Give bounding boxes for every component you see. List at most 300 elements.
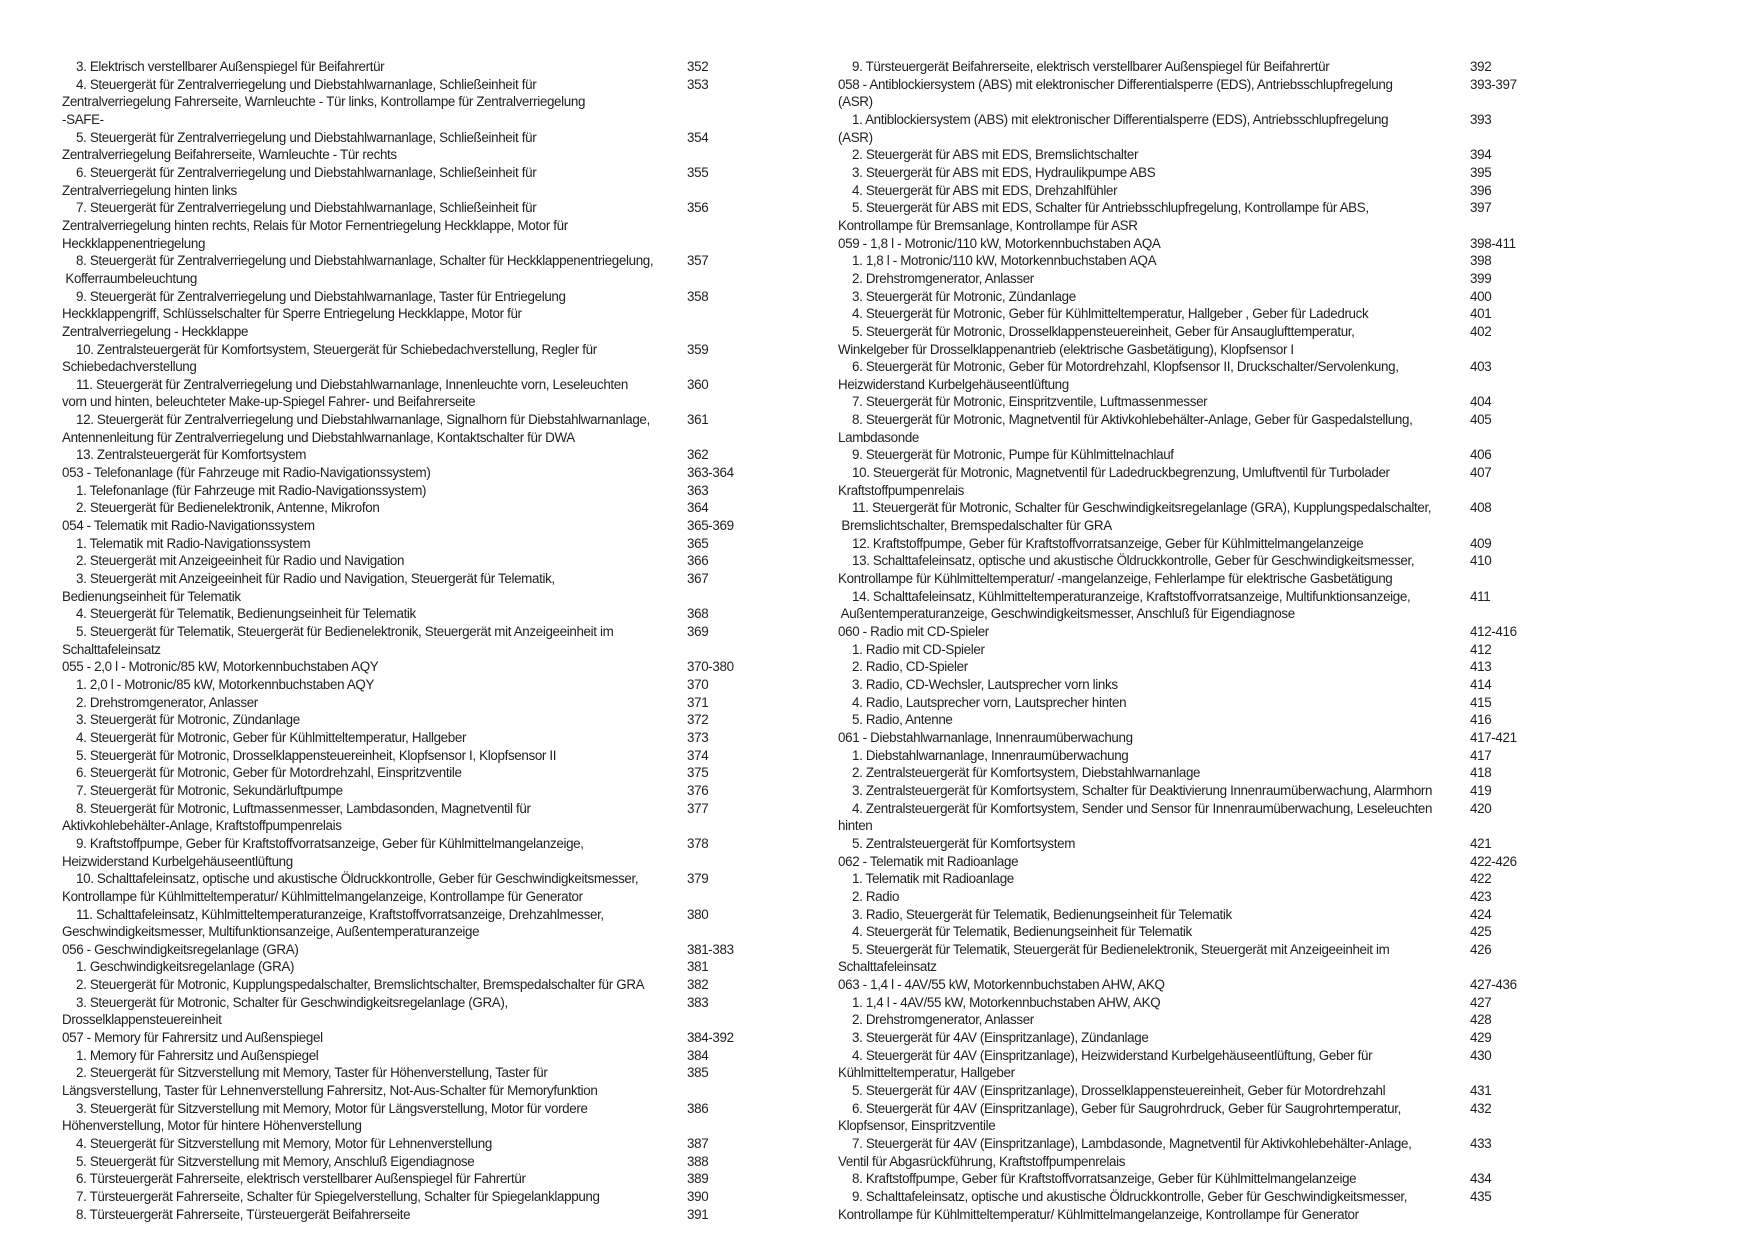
toc-entry-line: 9. Kraftstoffpumpe, Geber für Kraftstoffvorratsanzeige, Geber für Kühlmittelmangelanzeige,: [76, 835, 584, 851]
toc-entry-line: 062 - Telematik mit Radioanlage: [838, 853, 1019, 869]
toc-entry-page-number: 396: [1470, 182, 1492, 198]
toc-entry-page-number: 414: [1470, 676, 1492, 692]
toc-entry-text: [838, 235, 1470, 253]
toc-entry-line: Aktivkohlebehälter-Anlage, Kraftstoffpumpenrelais: [62, 818, 342, 834]
toc-entry-page-number: 409: [1470, 535, 1492, 551]
toc-entry-line: 057 - Memory für Fahrersitz und Außenspiegel: [62, 1030, 323, 1046]
toc-entry-line: 3. Steuergerät für ABS mit EDS, Hydraulikpumpe ABS: [852, 164, 1156, 180]
toc-entry-page-number: 417-421: [1470, 729, 1517, 745]
toc-entry-line: Höhenverstellung, Motor für hintere Höhenverstellung: [62, 1118, 362, 1134]
toc-item-entry: [62, 499, 759, 517]
toc-entry-page-number: 382: [687, 977, 709, 993]
toc-item-entry: [838, 694, 1542, 712]
toc-entry-line: 6. Steuergerät für Zentralverriegelung und Diebstahlwarnanlage, Schließeinheit für: [76, 164, 537, 180]
toc-item-entry: [838, 1082, 1542, 1100]
toc-entry-page-number: 393-397: [1470, 76, 1517, 92]
toc-entry-line: 5. Radio, Antenne: [852, 712, 953, 728]
toc-entry-line: Kontrollampe für Bremsanlage, Kontrollampe für ASR: [838, 217, 1138, 233]
toc-entry-page-number: 367: [687, 571, 709, 587]
toc-entry-text: [62, 958, 687, 976]
toc-entry-text: [62, 694, 687, 712]
toc-entry-line: 8. Steuergerät für Zentralverriegelung und Diebstahlwarnanlage, Schalter für Heckklappenentriegelung,: [76, 253, 654, 269]
toc-entry-text: [62, 252, 687, 287]
toc-item-entry: [838, 782, 1542, 800]
toc-item-entry: [62, 199, 759, 252]
toc-item-entry: [62, 288, 759, 341]
toc-entry-line: 055 - 2,0 l - Motronic/85 kW, Motorkennbuchstaben AQY: [62, 659, 379, 675]
toc-entry-text: [838, 182, 1470, 200]
toc-entry-line: 8. Kraftstoffpumpe, Geber für Kraftstoffvorratsanzeige, Geber für Kühlmittelmangelanzeige: [852, 1171, 1357, 1187]
toc-entry-text: [838, 588, 1470, 623]
toc-entry-line: Bremslichtschalter, Bremspedalschalter für GRA: [838, 518, 1112, 534]
toc-entry-page-number: 406: [1470, 447, 1492, 463]
toc-entry-page-number: 353: [687, 76, 709, 92]
toc-item-entry: [838, 1170, 1542, 1188]
toc-item-entry: [62, 1064, 759, 1099]
toc-entry-page-number: 369: [687, 624, 709, 639]
toc-entry-text: [62, 729, 687, 747]
toc-item-entry: [62, 552, 759, 570]
toc-entry-line: 053 - Telefonanlage (für Fahrzeuge mit Radio-Navigationssystem): [62, 465, 431, 481]
toc-section-entry: [62, 517, 759, 535]
toc-entry-line: Ventil für Abgasrückführung, Kraftstoffpumpenrelais: [838, 1153, 1126, 1169]
toc-entry-text: [62, 658, 687, 676]
toc-column-right: [838, 58, 1542, 1223]
toc-entry-line: 3. Steuergerät mit Anzeigeeinheit für Radio und Navigation, Steuergerät für Telematik,: [76, 571, 555, 587]
toc-entry-page-number: 430: [1470, 1047, 1492, 1063]
toc-entry-page-number: 395: [1470, 164, 1492, 180]
toc-entry-text: [838, 1011, 1470, 1029]
toc-entry-line: 3. Steuergerät für Motronic, Schalter für Geschwindigkeitsregelanlage (GRA),: [76, 994, 508, 1010]
toc-item-entry: [838, 323, 1542, 358]
toc-entry-page-number: 379: [687, 871, 709, 887]
toc-entry-line: 6. Steuergerät für Motronic, Geber für Motordrehzahl, Klopfsensor II, Druckschalter/Servolenkung,: [852, 359, 1399, 375]
toc-entry-text: [838, 1047, 1470, 1082]
toc-entry-text: [62, 199, 687, 252]
toc-entry-line: 10. Schalttafeleinsatz, optische und akustische Öldruckkontrolle, Geber für Geschwindigkeitsmesser,: [76, 871, 639, 887]
toc-entry-text: [838, 464, 1470, 499]
toc-entry-text: [62, 376, 687, 411]
toc-entry-page-number: 428: [1470, 1012, 1492, 1028]
toc-entry-text: [62, 800, 687, 835]
toc-entry-page-number: 433: [1470, 1136, 1492, 1152]
toc-entry-page-number: 385: [687, 1065, 709, 1081]
toc-entry-line: 9. Steuergerät für Motronic, Pumpe für Kühlmittelnachlauf: [852, 447, 1174, 463]
toc-entry-line: 10. Steuergerät für Motronic, Magnetventil für Ladedruckbegrenzung, Umluftventil für Turbolader: [852, 465, 1390, 481]
toc-entry-page-number: 352: [687, 59, 709, 74]
toc-entry-page-number: 419: [1470, 782, 1492, 798]
toc-item-entry: [62, 1188, 759, 1206]
toc-item-entry: [62, 994, 759, 1029]
toc-entry-text: [838, 252, 1470, 270]
toc-entry-line: 2. Steuergerät für Bedienelektronik, Antenne, Mikrofon: [76, 500, 380, 516]
toc-entry-text: [838, 305, 1470, 323]
toc-entry-line: 11. Schalttafeleinsatz, Kühlmitteltemperaturanzeige, Kraftstoffvorratsanzeige, Drehzahlmesser,: [76, 906, 604, 922]
toc-entry-line: 1. Antiblockiersystem (ABS) mit elektronischer Differentialsperre (EDS), Antriebsschlupfregelung: [852, 111, 1389, 127]
toc-entry-text: [838, 1170, 1470, 1188]
toc-entry-text: [838, 552, 1470, 587]
toc-item-entry: [62, 676, 759, 694]
toc-entry-line: Schiebedachverstellung: [62, 359, 197, 375]
toc-entry-line: 058 - Antiblockiersystem (ABS) mit elektronischer Differentialsperre (EDS), Antriebsschlupfregelung: [838, 76, 1393, 92]
toc-item-entry: [62, 976, 759, 994]
toc-entry-text: [838, 694, 1470, 712]
toc-item-entry: [838, 252, 1542, 270]
toc-entry-line: 5. Steuergerät für Telematik, Steuergerät für Bedienelektronik, Steuergerät mit Anzeigeeinheit im: [76, 624, 614, 639]
toc-item-entry: [62, 535, 759, 553]
toc-item-entry: [838, 111, 1542, 146]
toc-entry-page-number: 422: [1470, 871, 1492, 887]
toc-entry-line: 9. Türsteuergerät Beifahrerseite, elektrisch verstellbarer Außenspiegel für Beifahrertür: [852, 59, 1330, 74]
toc-entry-line: 1. Telematik mit Radioanlage: [852, 871, 1014, 887]
toc-item-entry: [838, 164, 1542, 182]
toc-item-entry: [62, 870, 759, 905]
toc-entry-text: [62, 994, 687, 1029]
toc-item-entry: [838, 711, 1542, 729]
toc-entry-text: [838, 835, 1470, 853]
toc-item-entry: [62, 1047, 759, 1065]
toc-item-entry: [62, 729, 759, 747]
toc-entry-line: 1. 2,0 l - Motronic/85 kW, Motorkennbuchstaben AQY: [76, 676, 375, 692]
toc-entry-page-number: 375: [687, 765, 709, 781]
toc-entry-line: 063 - 1,4 l - 4AV/55 kW, Motorkennbuchstaben AHW, AKQ: [838, 977, 1165, 993]
toc-entry-page-number: 421: [1470, 835, 1492, 851]
toc-entry-line: Schalttafeleinsatz: [62, 641, 161, 657]
toc-entry-text: [838, 923, 1470, 941]
toc-entry-page-number: 415: [1470, 694, 1492, 710]
toc-entry-text: [62, 1029, 687, 1047]
toc-entry-page-number: 401: [1470, 306, 1492, 322]
toc-item-entry: [838, 588, 1542, 623]
toc-entry-line: 3. Steuergerät für Motronic, Zündanlage: [852, 288, 1076, 304]
toc-entry-page-number: 397: [1470, 200, 1492, 216]
toc-entry-page-number: 357: [687, 253, 709, 269]
toc-item-entry: [838, 870, 1542, 888]
toc-entry-line: 7. Steuergerät für 4AV (Einspritzanlage), Lambdasonde, Magnetventil für Aktivkohlebehälter-Anlage,: [852, 1136, 1412, 1152]
toc-entry-line: 2. Drehstromgenerator, Anlasser: [76, 694, 258, 710]
toc-entry-line: 054 - Telematik mit Radio-Navigationssystem: [62, 518, 315, 534]
toc-entry-line: 14. Schalttafeleinsatz, Kühlmitteltemperaturanzeige, Kraftstoffvorratsanzeige, Multifunktionsanzeige,: [852, 588, 1411, 604]
toc-item-entry: [838, 1047, 1542, 1082]
toc-entry-text: [838, 146, 1470, 164]
toc-entry-text: [838, 1029, 1470, 1047]
toc-entry-line: 2. Steuergerät mit Anzeigeeinheit für Radio und Navigation: [76, 553, 405, 569]
toc-entry-page-number: 405: [1470, 412, 1492, 428]
toc-entry-page-number: 365: [687, 535, 709, 551]
toc-entry-text: [838, 711, 1470, 729]
toc-entry-page-number: 399: [1470, 270, 1492, 286]
toc-section-entry: [62, 464, 759, 482]
toc-entry-text: [838, 941, 1470, 976]
toc-entry-text: [62, 976, 687, 994]
toc-item-entry: [62, 694, 759, 712]
toc-entry-line: Zentralverriegelung - Heckklappe: [62, 323, 249, 339]
toc-entry-line: 5. Steuergerät für Motronic, Drosselklappensteuereinheit, Klopfsensor I, Klopfsensor II: [76, 747, 557, 763]
toc-entry-page-number: 378: [687, 835, 709, 851]
toc-entry-page-number: 413: [1470, 659, 1492, 675]
toc-entry-text: [62, 623, 687, 658]
toc-entry-page-number: 389: [687, 1171, 709, 1187]
toc-entry-line: 1. Telefonanlage (für Fahrzeuge mit Radio-Navigationssystem): [76, 482, 427, 498]
toc-entry-page-number: 383: [687, 994, 709, 1010]
toc-entry-text: [62, 711, 687, 729]
toc-entry-line: Bedienungseinheit für Telematik: [62, 588, 241, 604]
toc-entry-page-number: 370: [687, 676, 709, 692]
toc-entry-line: Kofferraumbeleuchtung: [62, 270, 197, 286]
toc-entry-page-number: 432: [1470, 1100, 1492, 1116]
toc-entry-line: Kraftstoffpumpenrelais: [838, 482, 965, 498]
toc-entry-line: 4. Steuergerät für Sitzverstellung mit Memory, Motor für Lehnenverstellung: [76, 1136, 492, 1152]
toc-item-entry: [62, 1170, 759, 1188]
toc-entry-text: [62, 129, 687, 164]
toc-entry-line: Kühlmitteltemperatur, Hallgeber: [838, 1065, 1015, 1081]
toc-entry-line: Lambdasonde: [838, 429, 920, 445]
toc-entry-line: Heizwiderstand Kurbelgehäuseentlüftung: [838, 376, 1069, 392]
toc-entry-text: [838, 199, 1470, 234]
toc-entry-page-number: 425: [1470, 924, 1492, 940]
toc-entry-line: 2. Steuergerät für ABS mit EDS, Bremslichtschalter: [852, 147, 1139, 163]
toc-entry-text: [62, 164, 687, 199]
toc-entry-page-number: 361: [687, 412, 709, 428]
toc-entry-line: (ASR): [838, 94, 873, 110]
toc-entry-page-number: 423: [1470, 888, 1492, 904]
toc-entry-page-number: 400: [1470, 288, 1492, 304]
toc-entry-line: 2. Drehstromgenerator, Anlasser: [852, 270, 1034, 286]
toc-section-entry: [62, 658, 759, 676]
toc-entry-line: 6. Steuergerät für 4AV (Einspritzanlage), Geber für Saugrohrdruck, Geber für Saugrohrtemperatur,: [852, 1100, 1401, 1116]
toc-entry-line: 5. Steuergerät für Zentralverriegelung und Diebstahlwarnanlage, Schließeinheit für: [76, 129, 537, 145]
toc-entry-line: 5. Zentralsteuergerät für Komfortsystem: [852, 835, 1076, 851]
toc-item-entry: [838, 199, 1542, 234]
toc-entry-page-number: 407: [1470, 465, 1492, 481]
toc-entry-text: [838, 535, 1470, 553]
toc-entry-line: 4. Steuergerät für Zentralverriegelung und Diebstahlwarnanlage, Schließeinheit für: [76, 76, 537, 92]
toc-item-entry: [838, 146, 1542, 164]
toc-item-entry: [838, 305, 1542, 323]
toc-entry-line: Längsverstellung, Taster für Lehnenverstellung Fahrersitz, Not-Aus-Schalter für Memoryfunktion: [62, 1083, 598, 1099]
toc-entry-page-number: 362: [687, 447, 709, 463]
toc-entry-page-number: 373: [687, 729, 709, 745]
toc-entry-page-number: 431: [1470, 1083, 1492, 1099]
toc-entry-page-number: 394: [1470, 147, 1492, 163]
toc-entry-page-number: 364: [687, 500, 709, 516]
toc-entry-text: [62, 1188, 687, 1206]
toc-entry-line: 1. 1,4 l - 4AV/55 kW, Motorkennbuchstaben AHW, AKQ: [852, 994, 1161, 1010]
toc-item-entry: [62, 711, 759, 729]
toc-item-entry: [838, 58, 1542, 76]
toc-entry-line: 12. Steuergerät für Zentralverriegelung und Diebstahlwarnanlage, Signalhorn für Diebstahlwarnanlage,: [76, 412, 650, 428]
toc-entry-line: 3. Steuergerät für 4AV (Einspritzanlage), Zündanlage: [852, 1030, 1149, 1046]
toc-entry-line: 1. Geschwindigkeitsregelanlage (GRA): [76, 959, 295, 975]
toc-entry-line: 1. Telematik mit Radio-Navigationssystem: [76, 535, 311, 551]
toc-entry-line: 4. Steuergerät für Motronic, Geber für Kühlmitteltemperatur, Hallgeber: [76, 729, 467, 745]
toc-item-entry: [62, 605, 759, 623]
toc-entry-line: 7. Steuergerät für Motronic, Sekundärluftpumpe: [76, 782, 343, 798]
toc-entry-line: hinten: [838, 818, 873, 834]
toc-entry-line: 12. Kraftstoffpumpe, Geber für Kraftstoffvorratsanzeige, Geber für Kühlmittelmangelanzeige: [852, 535, 1364, 551]
toc-item-entry: [62, 1206, 759, 1224]
toc-entry-page-number: 374: [687, 747, 709, 763]
toc-entry-text: [838, 164, 1470, 182]
toc-entry-line: 11. Steuergerät für Motronic, Schalter für Geschwindigkeitsregelanlage (GRA), Kupplungspedalschalter,: [852, 500, 1432, 516]
toc-entry-page-number: 359: [687, 341, 709, 357]
toc-item-entry: [62, 76, 759, 129]
toc-entry-text: [62, 288, 687, 341]
toc-entry-page-number: 354: [687, 129, 709, 145]
toc-entry-line: 5. Steuergerät für ABS mit EDS, Schalter für Antriebsschlupfregelung, Kontrollampe für ABS,: [852, 200, 1369, 216]
toc-entry-page-number: 370-380: [687, 659, 734, 675]
toc-item-entry: [838, 658, 1542, 676]
toc-item-entry: [62, 164, 759, 199]
toc-entry-page-number: 410: [1470, 553, 1492, 569]
toc-entry-text: [62, 1206, 687, 1224]
toc-entry-text: [62, 411, 687, 446]
toc-entry-page-number: 398: [1470, 253, 1492, 269]
toc-entry-text: [62, 535, 687, 553]
toc-item-entry: [838, 1100, 1542, 1135]
toc-entry-line: 2. Steuergerät für Sitzverstellung mit Memory, Taster für Höhenverstellung, Taster für: [76, 1065, 548, 1081]
toc-entry-page-number: 371: [687, 694, 709, 710]
toc-column-left: [62, 58, 759, 1223]
toc-item-entry: [838, 535, 1542, 553]
toc-entry-page-number: 355: [687, 164, 709, 180]
toc-entry-text: [62, 1064, 687, 1099]
toc-entry-line: 3. Radio, CD-Wechsler, Lautsprecher vorn links: [852, 676, 1118, 692]
toc-item-entry: [838, 270, 1542, 288]
toc-entry-text: [62, 1047, 687, 1065]
toc-item-entry: [62, 482, 759, 500]
toc-entry-line: Klopfsensor, Einspritzventile: [838, 1118, 996, 1134]
toc-entry-page-number: 404: [1470, 394, 1492, 410]
toc-item-entry: [838, 1135, 1542, 1170]
toc-entry-page-number: 412-416: [1470, 624, 1517, 639]
toc-entry-text: [838, 1100, 1470, 1135]
toc-entry-line: 2. Radio: [852, 888, 900, 904]
toc-entry-text: [838, 870, 1470, 888]
toc-entry-page-number: 384: [687, 1047, 709, 1063]
toc-item-entry: [62, 835, 759, 870]
toc-entry-text: [838, 270, 1470, 288]
toc-entry-text: [838, 1188, 1470, 1223]
toc-entry-text: [838, 623, 1470, 641]
toc-item-entry: [838, 994, 1542, 1012]
toc-entry-text: [62, 764, 687, 782]
toc-entry-text: [838, 782, 1470, 800]
toc-entry-text: [62, 835, 687, 870]
toc-entry-line: Geschwindigkeitsmesser, Multifunktionsanzeige, Außentemperaturanzeige: [62, 924, 480, 940]
toc-item-entry: [838, 800, 1542, 835]
toc-entry-line: 1. Radio mit CD-Spieler: [852, 641, 985, 657]
toc-entry-page-number: 426: [1470, 941, 1492, 957]
toc-entry-line: 4. Radio, Lautsprecher vorn, Lautsprecher hinten: [852, 694, 1127, 710]
toc-entry-page-number: 387: [687, 1136, 709, 1152]
toc-entry-text: [838, 76, 1470, 111]
toc-item-entry: [838, 941, 1542, 976]
toc-item-entry: [62, 129, 759, 164]
toc-entry-line: 3. Steuergerät für Motronic, Zündanlage: [76, 712, 300, 728]
toc-entry-text: [62, 870, 687, 905]
toc-entry-line: 5. Steuergerät für Motronic, Drosselklappensteuereinheit, Geber für Ansauglufttemperatur,: [852, 323, 1355, 339]
toc-entry-line: 7. Steuergerät für Zentralverriegelung und Diebstahlwarnanlage, Schließeinheit für: [76, 200, 537, 216]
toc-item-entry: [62, 1135, 759, 1153]
toc-entry-line: Kontrollampe für Kühlmitteltemperatur/ -mangelanzeige, Fehlerlampe für elektrische Gasbetätigung: [838, 571, 1393, 587]
toc-entry-line: 4. Steuergerät für 4AV (Einspritzanlage), Heizwiderstand Kurbelgehäuseentlüftung, Geber für: [852, 1047, 1373, 1063]
toc-entry-line: 6. Steuergerät für Motronic, Geber für Motordrehzahl, Einspritzventile: [76, 765, 462, 781]
toc-entry-line: 4. Steuergerät für Telematik, Bedienungseinheit für Telematik: [852, 924, 1192, 940]
toc-entry-text: [838, 1082, 1470, 1100]
toc-section-entry: [838, 76, 1542, 111]
toc-entry-page-number: 418: [1470, 765, 1492, 781]
toc-entry-line: Heckklappengriff, Schlüsselschalter für Sperre Entriegelung Heckklappe, Motor für: [62, 306, 522, 322]
toc-entry-text: [62, 552, 687, 570]
toc-entry-line: 4. Steuergerät für Telematik, Bedienungseinheit für Telematik: [76, 606, 416, 622]
toc-entry-line: 13. Schalttafeleinsatz, optische und akustische Öldruckkontrolle, Geber für Geschwindigkeitsmesser,: [852, 553, 1415, 569]
toc-entry-page-number: 412: [1470, 641, 1492, 657]
toc-entry-line: 5. Steuergerät für 4AV (Einspritzanlage), Drosselklappensteuereinheit, Geber für Motordrehzahl: [852, 1083, 1386, 1099]
toc-item-entry: [838, 446, 1542, 464]
toc-entry-line: Heckklappenentriegelung: [62, 235, 206, 251]
toc-entry-page-number: 388: [687, 1153, 709, 1169]
toc-entry-line: Zentralverriegelung hinten rechts, Relais für Motor Fernentriegelung Heckklappe, Motor für: [62, 217, 568, 233]
toc-entry-text: [62, 605, 687, 623]
toc-item-entry: [838, 1188, 1542, 1223]
toc-entry-line: Außentemperaturanzeige, Geschwindigkeitsmesser, Anschluß für Eigendiagnose: [838, 606, 1295, 622]
toc-section-entry: [838, 976, 1542, 994]
toc-entry-line: 7. Steuergerät für Motronic, Einspritzventile, Luftmassenmesser: [852, 394, 1208, 410]
toc-entry-page-number: 386: [687, 1100, 709, 1116]
toc-entry-text: [838, 888, 1470, 906]
toc-entry-page-number: 356: [687, 200, 709, 216]
toc-entry-text: [838, 906, 1470, 924]
toc-entry-line: Drosselklappensteuereinheit: [62, 1012, 222, 1028]
toc-item-entry: [62, 252, 759, 287]
toc-item-entry: [62, 958, 759, 976]
toc-entry-text: [838, 411, 1470, 446]
toc-item-entry: [62, 747, 759, 765]
toc-entry-line: 7. Türsteuergerät Fahrerseite, Schalter für Spiegelverstellung, Schalter für Spiegelanklappung: [76, 1189, 600, 1204]
toc-item-entry: [838, 747, 1542, 765]
toc-entry-page-number: 427-436: [1470, 977, 1517, 993]
toc-entry-line: 1. Memory für Fahrersitz und Außenspiegel: [76, 1047, 319, 1063]
toc-entry-page-number: 416: [1470, 712, 1492, 728]
toc-entry-line: 8. Steuergerät für Motronic, Luftmassenmesser, Lambdasonden, Magnetventil für: [76, 800, 531, 816]
toc-entry-line: 1. 1,8 l - Motronic/110 kW, Motorkennbuchstaben AQA: [852, 253, 1157, 269]
toc-entry-text: [838, 729, 1470, 747]
toc-entry-page-number: 393: [1470, 111, 1492, 127]
toc-entry-text: [62, 782, 687, 800]
toc-entry-page-number: 363-364: [687, 465, 734, 481]
toc-entry-line: 2. Steuergerät für Motronic, Kupplungspedalschalter, Bremslichtschalter, Bremspedalschalter für GRA: [76, 977, 645, 993]
toc-entry-text: [838, 800, 1470, 835]
toc-entry-text: [62, 1135, 687, 1153]
toc-entry-page-number: 403: [1470, 359, 1492, 375]
toc-entry-text: [62, 1153, 687, 1171]
toc-section-entry: [838, 623, 1542, 641]
toc-entry-line: 5. Steuergerät für Sitzverstellung mit Memory, Anschluß Eigendiagnose: [76, 1153, 475, 1169]
toc-entry-text: [838, 1135, 1470, 1170]
toc-entry-text: [62, 464, 687, 482]
toc-entry-line: 5. Steuergerät für Telematik, Steuergerät für Bedienelektronik, Steuergerät mit Anzeigeeinheit im: [852, 941, 1390, 957]
toc-entry-line: 056 - Geschwindigkeitsregelanlage (GRA): [62, 941, 299, 957]
toc-entry-page-number: 372: [687, 712, 709, 728]
toc-entry-text: [838, 676, 1470, 694]
toc-entry-text: [838, 323, 1470, 358]
toc-entry-text: [62, 676, 687, 694]
toc-item-entry: [838, 288, 1542, 306]
toc-item-entry: [838, 641, 1542, 659]
toc-entry-text: [62, 1170, 687, 1188]
toc-item-entry: [838, 393, 1542, 411]
